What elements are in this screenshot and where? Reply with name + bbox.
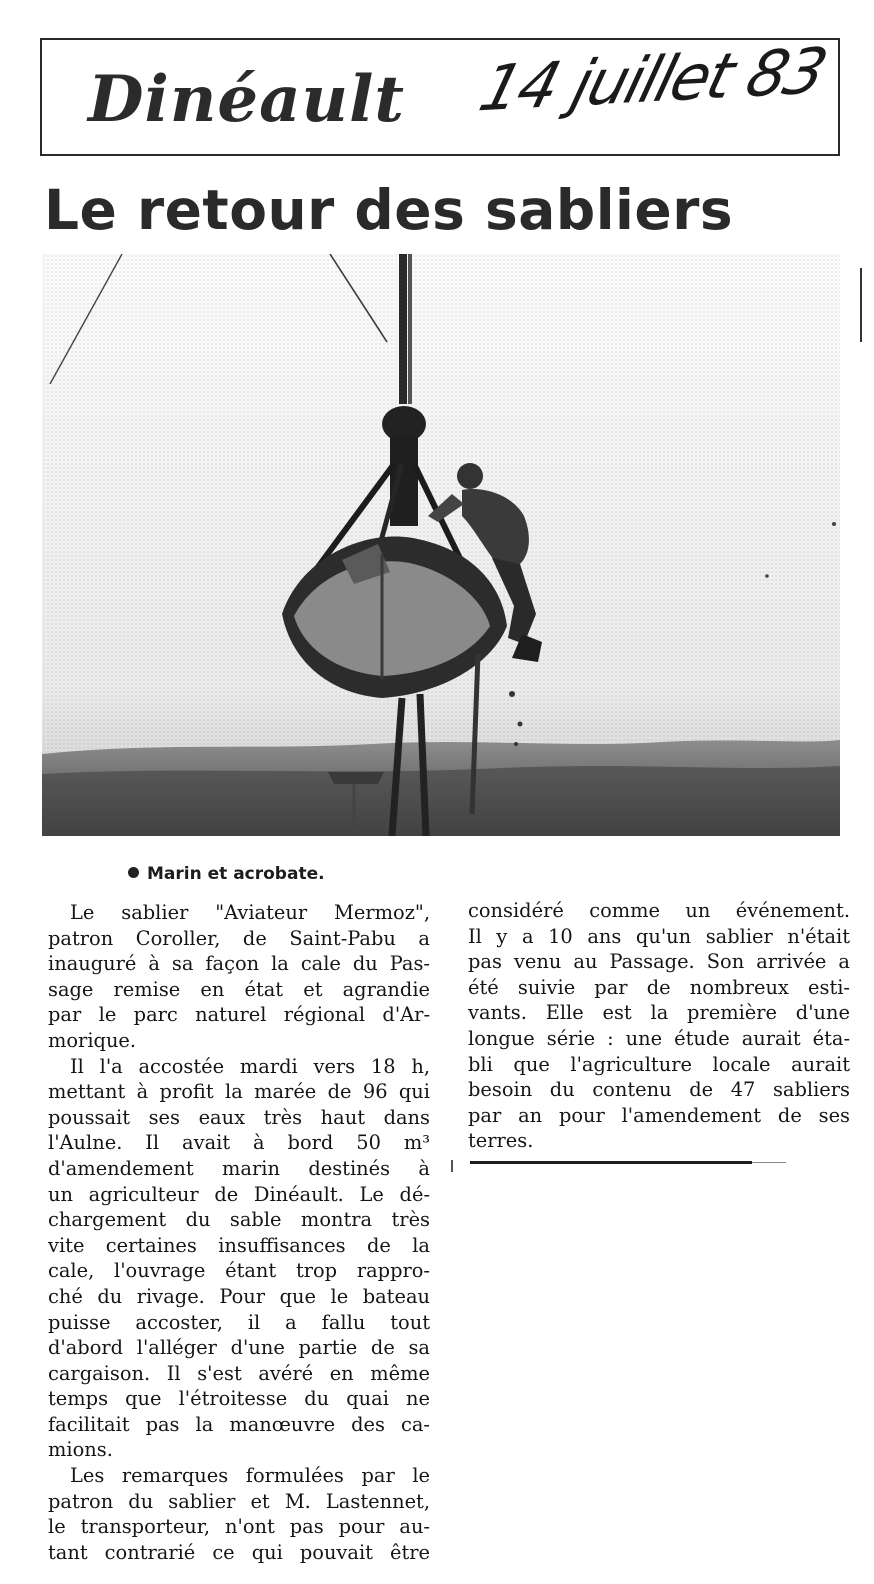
article-line: considéré comme un événement. [468,899,850,922]
article-line: sage remise en état et agrandie [48,977,430,1001]
edge-mark [860,268,862,342]
article-line: Le sablier "Aviateur Mermoz", [70,901,430,924]
article-line: vants. Elle est la première d'une [468,1001,850,1025]
handwritten-date: 14 juillet 83 [472,33,834,126]
article-line: pas venu au Passage. Son arrivée a [468,950,850,974]
article-line: Les remarques formulées par le [70,1464,430,1488]
masthead-box [40,33,840,156]
article-line: cale, l'ouvrage étant trop rappro- [48,1259,430,1283]
article-line: par an pour l'amendement de ses [468,1103,850,1127]
article-line: inauguré à sa façon la cale du Pas- [48,952,430,976]
article-line: temps que l'étroitesse du quai ne [48,1387,430,1411]
article-line: Il y a 10 ans qu'un sablier n'était [468,924,850,948]
news-photo [42,254,840,836]
article-line: patron Coroller, de Saint-Pabu a [48,926,430,950]
article-line: l'Aulne. Il avait à bord 50 m³ [48,1131,430,1155]
article-line: morique. [48,1028,137,1052]
article-line: d'abord l'alléger d'une partie de sa [48,1336,430,1360]
sand-bucket-illustration [42,254,840,836]
article-line: par le parc naturel régional d'Ar- [48,1003,430,1027]
end-rule [470,1161,752,1164]
article-line: puisse accoster, il a fallu tout [48,1310,430,1334]
article-line: mions. [48,1438,113,1462]
article-line: tant contrarié ce qui pouvait être [48,1540,430,1564]
article-line: ché du rivage. Pour que le bateau [48,1284,430,1308]
bullet-icon [128,867,139,878]
town-name: Dinéault [88,62,405,137]
article-line: besoin du contenu de 47 sabliers [468,1078,850,1102]
article-line: cargaison. Il s'est avéré en même [48,1361,430,1385]
article-line: vite certaines insuffisances de la [48,1233,430,1257]
article-line: le transporteur, n'ont pas pour au- [48,1515,430,1539]
article-line: facilitait pas la manœuvre des ca- [48,1412,430,1436]
photo-caption [128,864,325,884]
article-left-column [48,900,430,1565]
article-line: mettant à profit la marée de 96 qui [48,1080,430,1104]
article-line: été suivie par de nombreux esti- [468,975,850,999]
headline: Le retour des sabliers [44,178,734,242]
article-line: patron du sablier et M. Lastennet, [48,1489,430,1513]
caption-text: Marin et acrobate. [147,864,325,884]
article-line: poussait ses eaux très haut dans [48,1105,430,1129]
article-line: Il l'a accostée mardi vers 18 h, [70,1054,430,1078]
article-line: un agriculteur de Dinéault. Le dé- [48,1182,430,1206]
article-line: bli que l'agriculture locale aurait [468,1052,850,1076]
article-line: terres. [468,1129,534,1153]
article-right-column [468,898,850,1154]
column-tick [451,1160,453,1172]
article-line: chargement du sable montra très [48,1208,430,1232]
end-rule-tail [752,1162,786,1163]
article-line: longue série : une étude aurait éta- [468,1026,850,1050]
article-line: d'amendement marin destinés à [48,1156,430,1180]
